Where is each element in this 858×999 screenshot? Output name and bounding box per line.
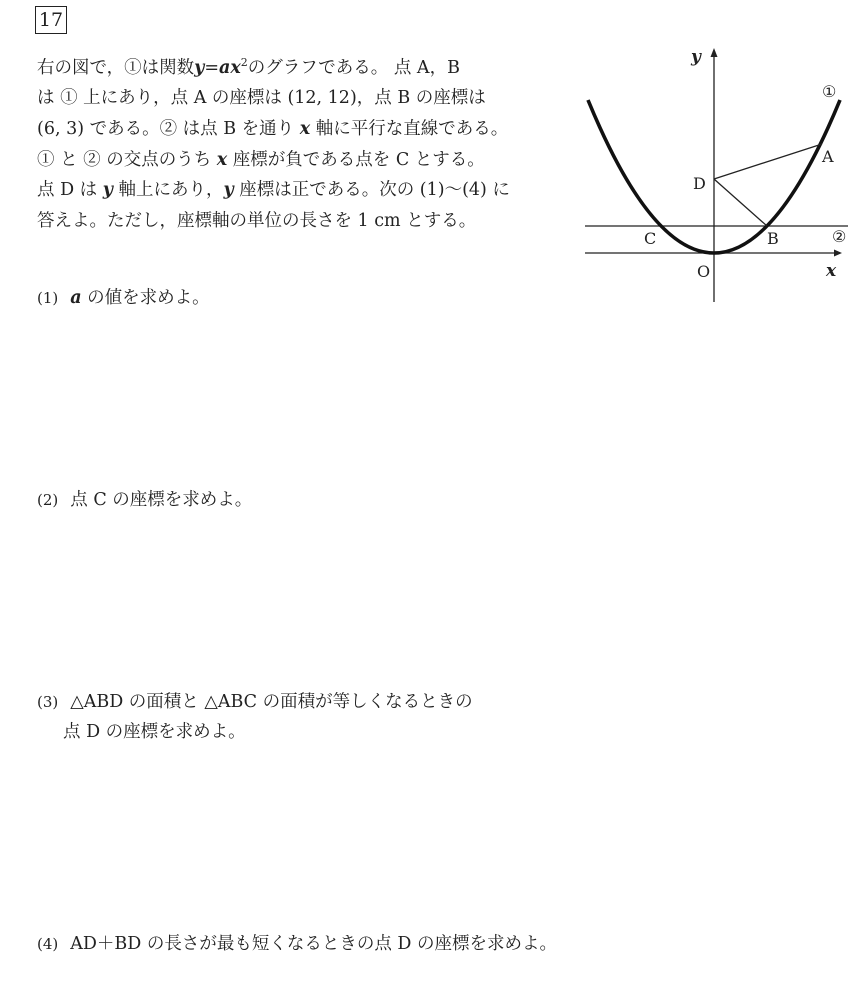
question-1: (1) a の値を求めよ。 [37, 288, 210, 308]
y-axis-label: y [691, 47, 701, 67]
statement-line: 点 D は y 軸上にあり，y 座標は正である。次の (1)〜(4) に [37, 180, 510, 201]
statement-line: ① と ② の交点のうち x 座標が負である点を C とする。 [37, 149, 485, 170]
statement-line: 答えよ。ただし，座標軸の単位の長さを 1 cm とする。 [37, 210, 477, 231]
question-2: (2) 点 C の座標を求めよ。 [37, 490, 253, 510]
x-axis-label: x [826, 261, 837, 281]
origin-label: O [697, 262, 711, 281]
parabola-figure [580, 40, 855, 305]
point-b-label: B [767, 229, 779, 248]
problem-statement [37, 48, 567, 236]
statement-line: 右の図で，①は関数$y=ax^2$のグラフである。 点 A，B [37, 56, 460, 78]
y-axis-arrow-icon [711, 48, 718, 57]
question-3: (3) △ABD の面積と △ABC の面積が等しくなるときの 点 D の座標を求めよ。 [37, 692, 473, 742]
point-d-label: D [693, 174, 706, 193]
problem-number: 17 [35, 6, 67, 34]
curve-label: ① [822, 82, 837, 101]
x-axis-arrow-icon [834, 250, 842, 257]
statement-line: (6, 3) である。② は点 B を通り x 軸に平行な直線である。 [37, 119, 509, 140]
line-label: ② [832, 227, 847, 246]
question-4: (4) AD＋BD の長さが最も短くなるときの点 D の座標を求めよ。 [37, 934, 558, 954]
point-a-label: A [822, 147, 834, 166]
point-c-label: C [644, 229, 657, 248]
segment-db [714, 179, 767, 226]
statement-line: は ① 上にあり，点 A の座標は (12, 12)，点 B の座標は [37, 88, 486, 109]
